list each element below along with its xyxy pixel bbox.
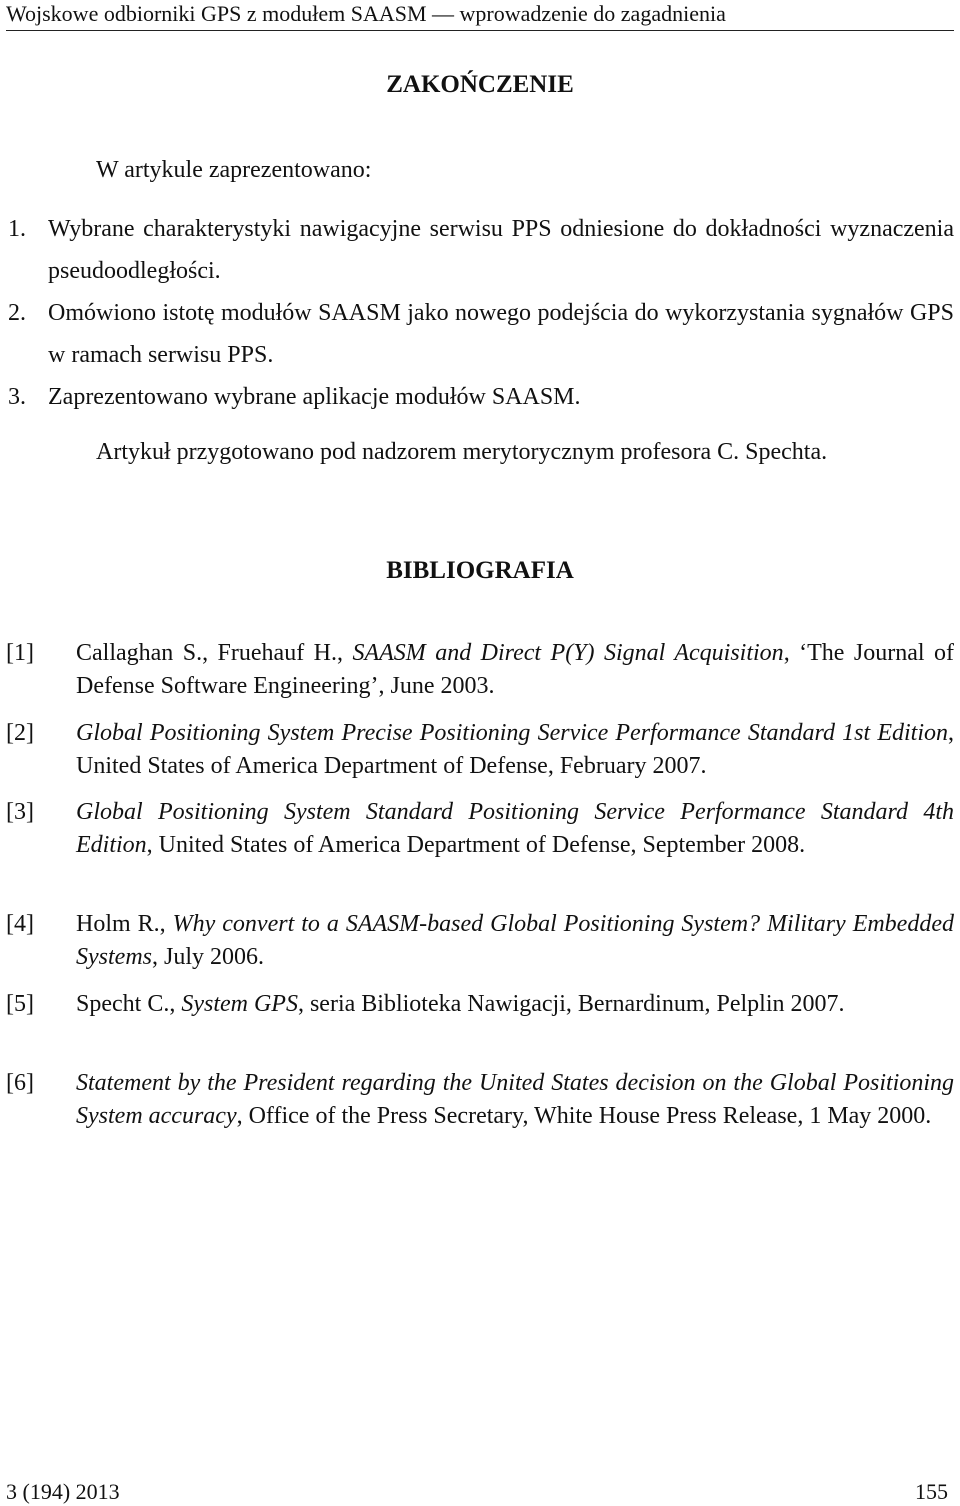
acknowledgement: Artykuł przygotowano pod nadzorem merytorycznym profesora C. Spechta. [96, 439, 828, 465]
reference-text: Callaghan S., Fruehauf H., SAASM and Direct P(Y) Signal Acquisition, ‘The Journal of Defense Software Engineering’, June 2003. [76, 640, 955, 699]
running-header: Wojskowe odbiorniki GPS z modułem SAASM — wprowadzenie do zagadnienia [6, 0, 954, 31]
reference-number: [5] [6, 991, 34, 1017]
reference-text: Global Positioning System Precise Positioning Service Performance Standard 1st Edition, United States of America Department of Defense, February 2007. [76, 720, 954, 779]
reference-text: Specht C., System GPS, seria Biblioteka Nawigacji, Bernardinum, Pelplin 2007. [76, 991, 845, 1017]
reference-number: [4] [6, 911, 34, 937]
footer-issue: 3 (194) 2013 [6, 1479, 120, 1504]
conclusion-item-text: Wybrane charakterystyki nawigacyjne serwisu PPS odniesione do dokładności wyznaczenia pseudoodległości. [48, 216, 954, 284]
conclusion-intro: W artykule zaprezentowano: [96, 157, 372, 183]
conclusion-item-number: 2. [8, 300, 26, 326]
page-number: 155 [915, 1479, 948, 1504]
conclusion-item-number: 3. [8, 384, 26, 410]
reference-text: Global Positioning System Standard Positioning Service Performance Standard 4th Edition, United States of America Department of Defense, September 2008. [76, 799, 954, 858]
conclusion-heading: ZAKOŃCZENIE [386, 71, 574, 98]
reference-text: Statement by the President regarding the United States decision on the Global Positioning System accuracy, Office of the Press Secretary, White House Press Release, 1 May 2000. [76, 1070, 954, 1129]
reference-number: [6] [6, 1070, 34, 1096]
reference-text: Holm R., Why convert to a SAASM-based Global Positioning System? Military Embedded Systems, July 2006. [76, 911, 954, 970]
reference-number: [3] [6, 799, 34, 825]
reference-number: [1] [6, 640, 34, 666]
reference-number: [2] [6, 720, 34, 746]
bibliography-heading: BIBLIOGRAFIA [386, 557, 574, 584]
conclusion-item-text: Omówiono istotę modułów SAASM jako nowego podejścia do wykorzystania sygnałów GPS w ramach serwisu PPS. [48, 300, 954, 368]
conclusion-item-text: Zaprezentowano wybrane aplikacje modułów SAASM. [48, 384, 581, 410]
conclusion-item-number: 1. [8, 216, 26, 242]
